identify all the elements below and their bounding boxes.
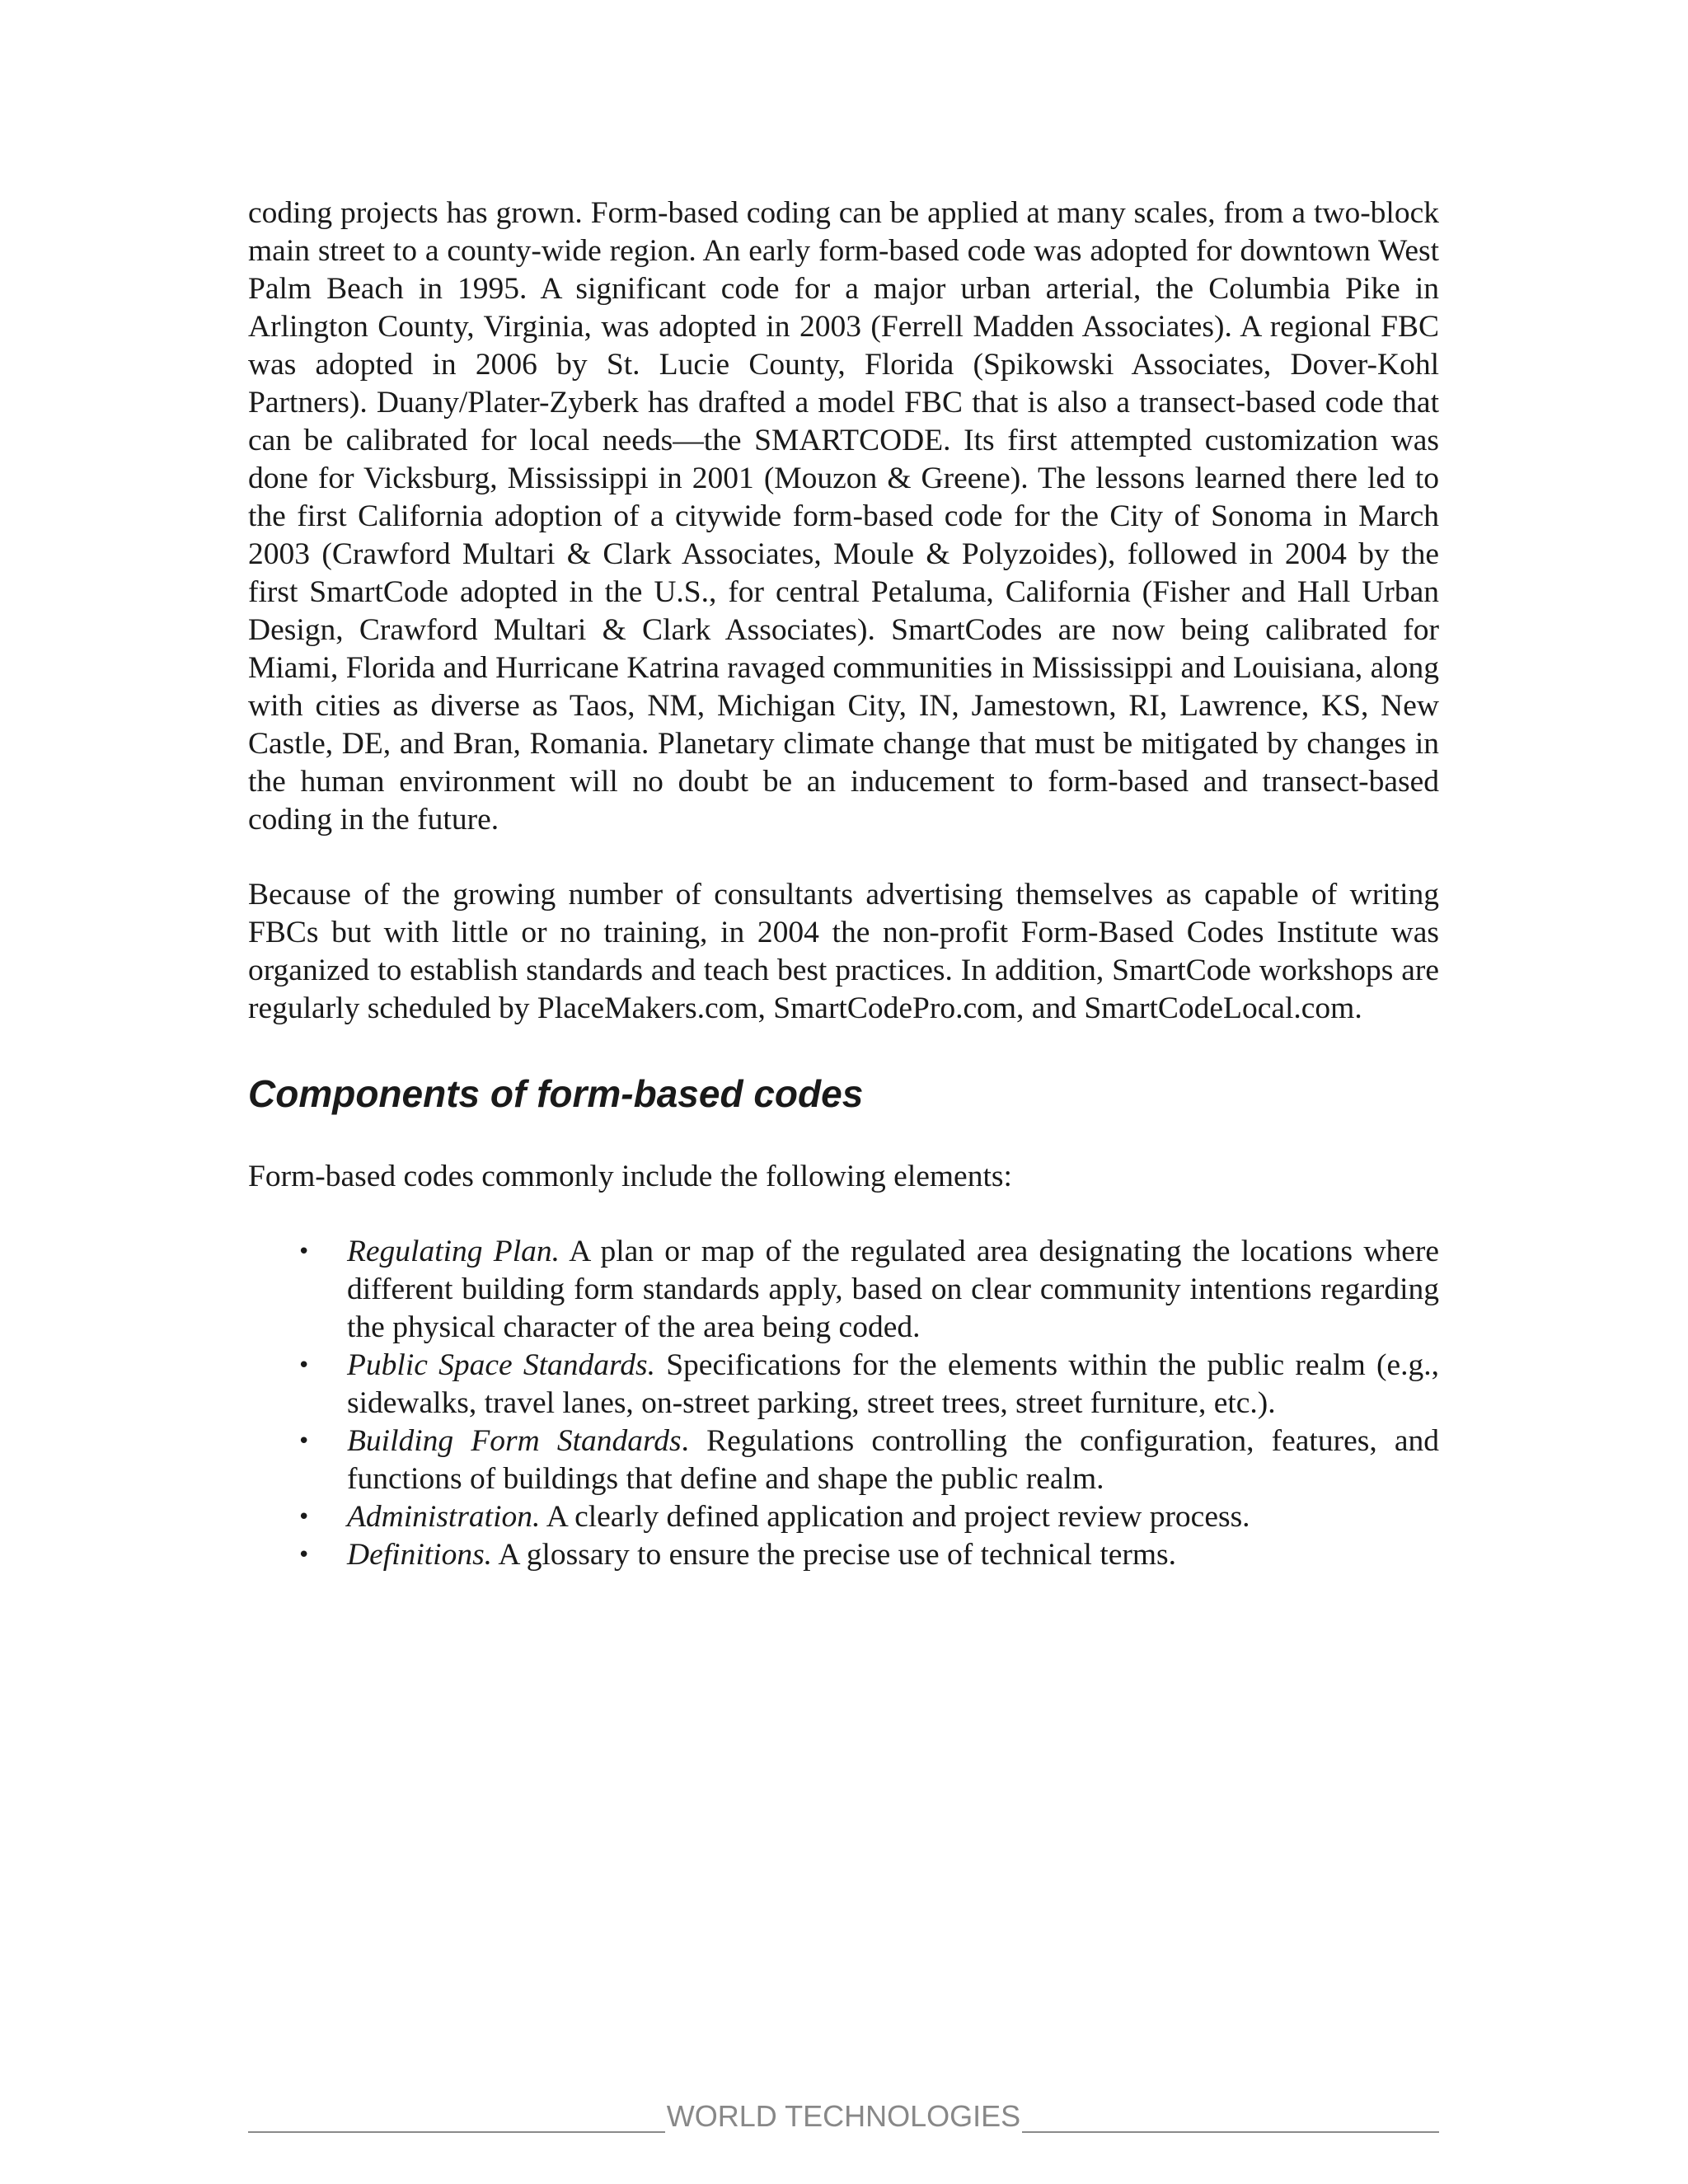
body-paragraph-2: Because of the growing number of consultants advertising themselves as capable of writing FBCs but with little or no training, in 2004 the non-profit Form-Based Codes Institute was organized to establish standards and teach best practices. In addition, SmartCode workshops are regularly scheduled by PlaceMakers.com, SmartCodePro.com, and SmartCodeLocal.com. bbox=[248, 878, 1439, 1025]
item-term: Building Form Standards bbox=[347, 1424, 682, 1458]
item-text: Specifications for the elements within the public realm (e.g., sidewalks, travel lanes, on-street parking, street trees, street furniture, etc.). bbox=[347, 1348, 1439, 1420]
bullet-icon: • bbox=[298, 1353, 311, 1378]
section-intro: Form-based codes commonly include the following elements: bbox=[248, 1160, 1012, 1193]
item-text: . Regulations controlling the configuration, features, and functions of buildings that define and shape the public realm. bbox=[347, 1424, 1439, 1496]
item-term: Public Space Standards. bbox=[347, 1348, 655, 1382]
footer-rule-left bbox=[248, 2102, 665, 2133]
item-text: A clearly defined application and project review process. bbox=[540, 1500, 1250, 1534]
bullet-icon: • bbox=[298, 1240, 311, 1264]
item-term: Regulating Plan. bbox=[347, 1235, 560, 1268]
item-term: Definitions. bbox=[347, 1538, 493, 1572]
list-item bbox=[248, 1498, 1439, 1536]
footer-label: WORLD TECHNOLOGIES bbox=[666, 2099, 1021, 2133]
page-footer bbox=[248, 2100, 1439, 2133]
page-body bbox=[248, 194, 1439, 1574]
footer-rule-right bbox=[1022, 2102, 1439, 2133]
bullet-icon: • bbox=[298, 1505, 311, 1530]
section-heading: Components of form-based codes bbox=[248, 1072, 864, 1115]
list-item bbox=[248, 1233, 1439, 1347]
item-text: A glossary to ensure the precise use of technical terms. bbox=[492, 1538, 1177, 1572]
item-term: Administration. bbox=[347, 1500, 541, 1534]
bullet-icon: • bbox=[298, 1429, 311, 1454]
elements-list bbox=[248, 1233, 1439, 1574]
list-item bbox=[248, 1422, 1439, 1498]
bullet-icon: • bbox=[298, 1543, 311, 1568]
list-item bbox=[248, 1536, 1439, 1574]
list-item bbox=[248, 1347, 1439, 1422]
item-text: A plan or map of the regulated area designating the locations where different building form standards apply, based on clear community intentions regarding the physical character of the area being coded. bbox=[347, 1235, 1439, 1344]
body-paragraph-1: coding projects has grown. Form-based coding can be applied at many scales, from a two-block main street to a county-wide region. An early form-based code was adopted for downtown West Palm Beach in 1995. A significant code for a major urban arterial, the Columbia Pike in Arlington County, Virginia, was adopted in 2003 (Ferrell Madden Associates). A regional FBC was adopted in 2006 by St. Lucie County, Florida (Spikowski Associates, Dover-Kohl Partners). Duany/Plater-Zyberk has drafted a model FBC that is also a transect-based code that can be calibrated for local needs—the SMARTCODE. Its first attempted customization was done for Vicksburg, Mississippi in 2001 (Mouzon & Greene). The lessons learned there led to the first California adoption of a citywide form-based code for the City of Sonoma in March 2003 (Crawford Multari & Clark Associates, Moule & Polyzoides), followed in 2004 by the first SmartCode adopted in the U.S., for central Petaluma, California (Fisher and Hall Urban Design, Crawford Multari & Clark Associates). SmartCodes are now being calibrated for Miami, Florida and Hurricane Katrina ravaged communities in Mississippi and Louisiana, along with cities as diverse as Taos, NM, Michigan City, IN, Jamestown, RI, Lawrence, KS, New Castle, DE, and Bran, Romania. Planetary climate change that must be mitigated by changes in the human environment will no doubt be an inducement to form-based and transect-based coding in the future. bbox=[248, 196, 1439, 837]
